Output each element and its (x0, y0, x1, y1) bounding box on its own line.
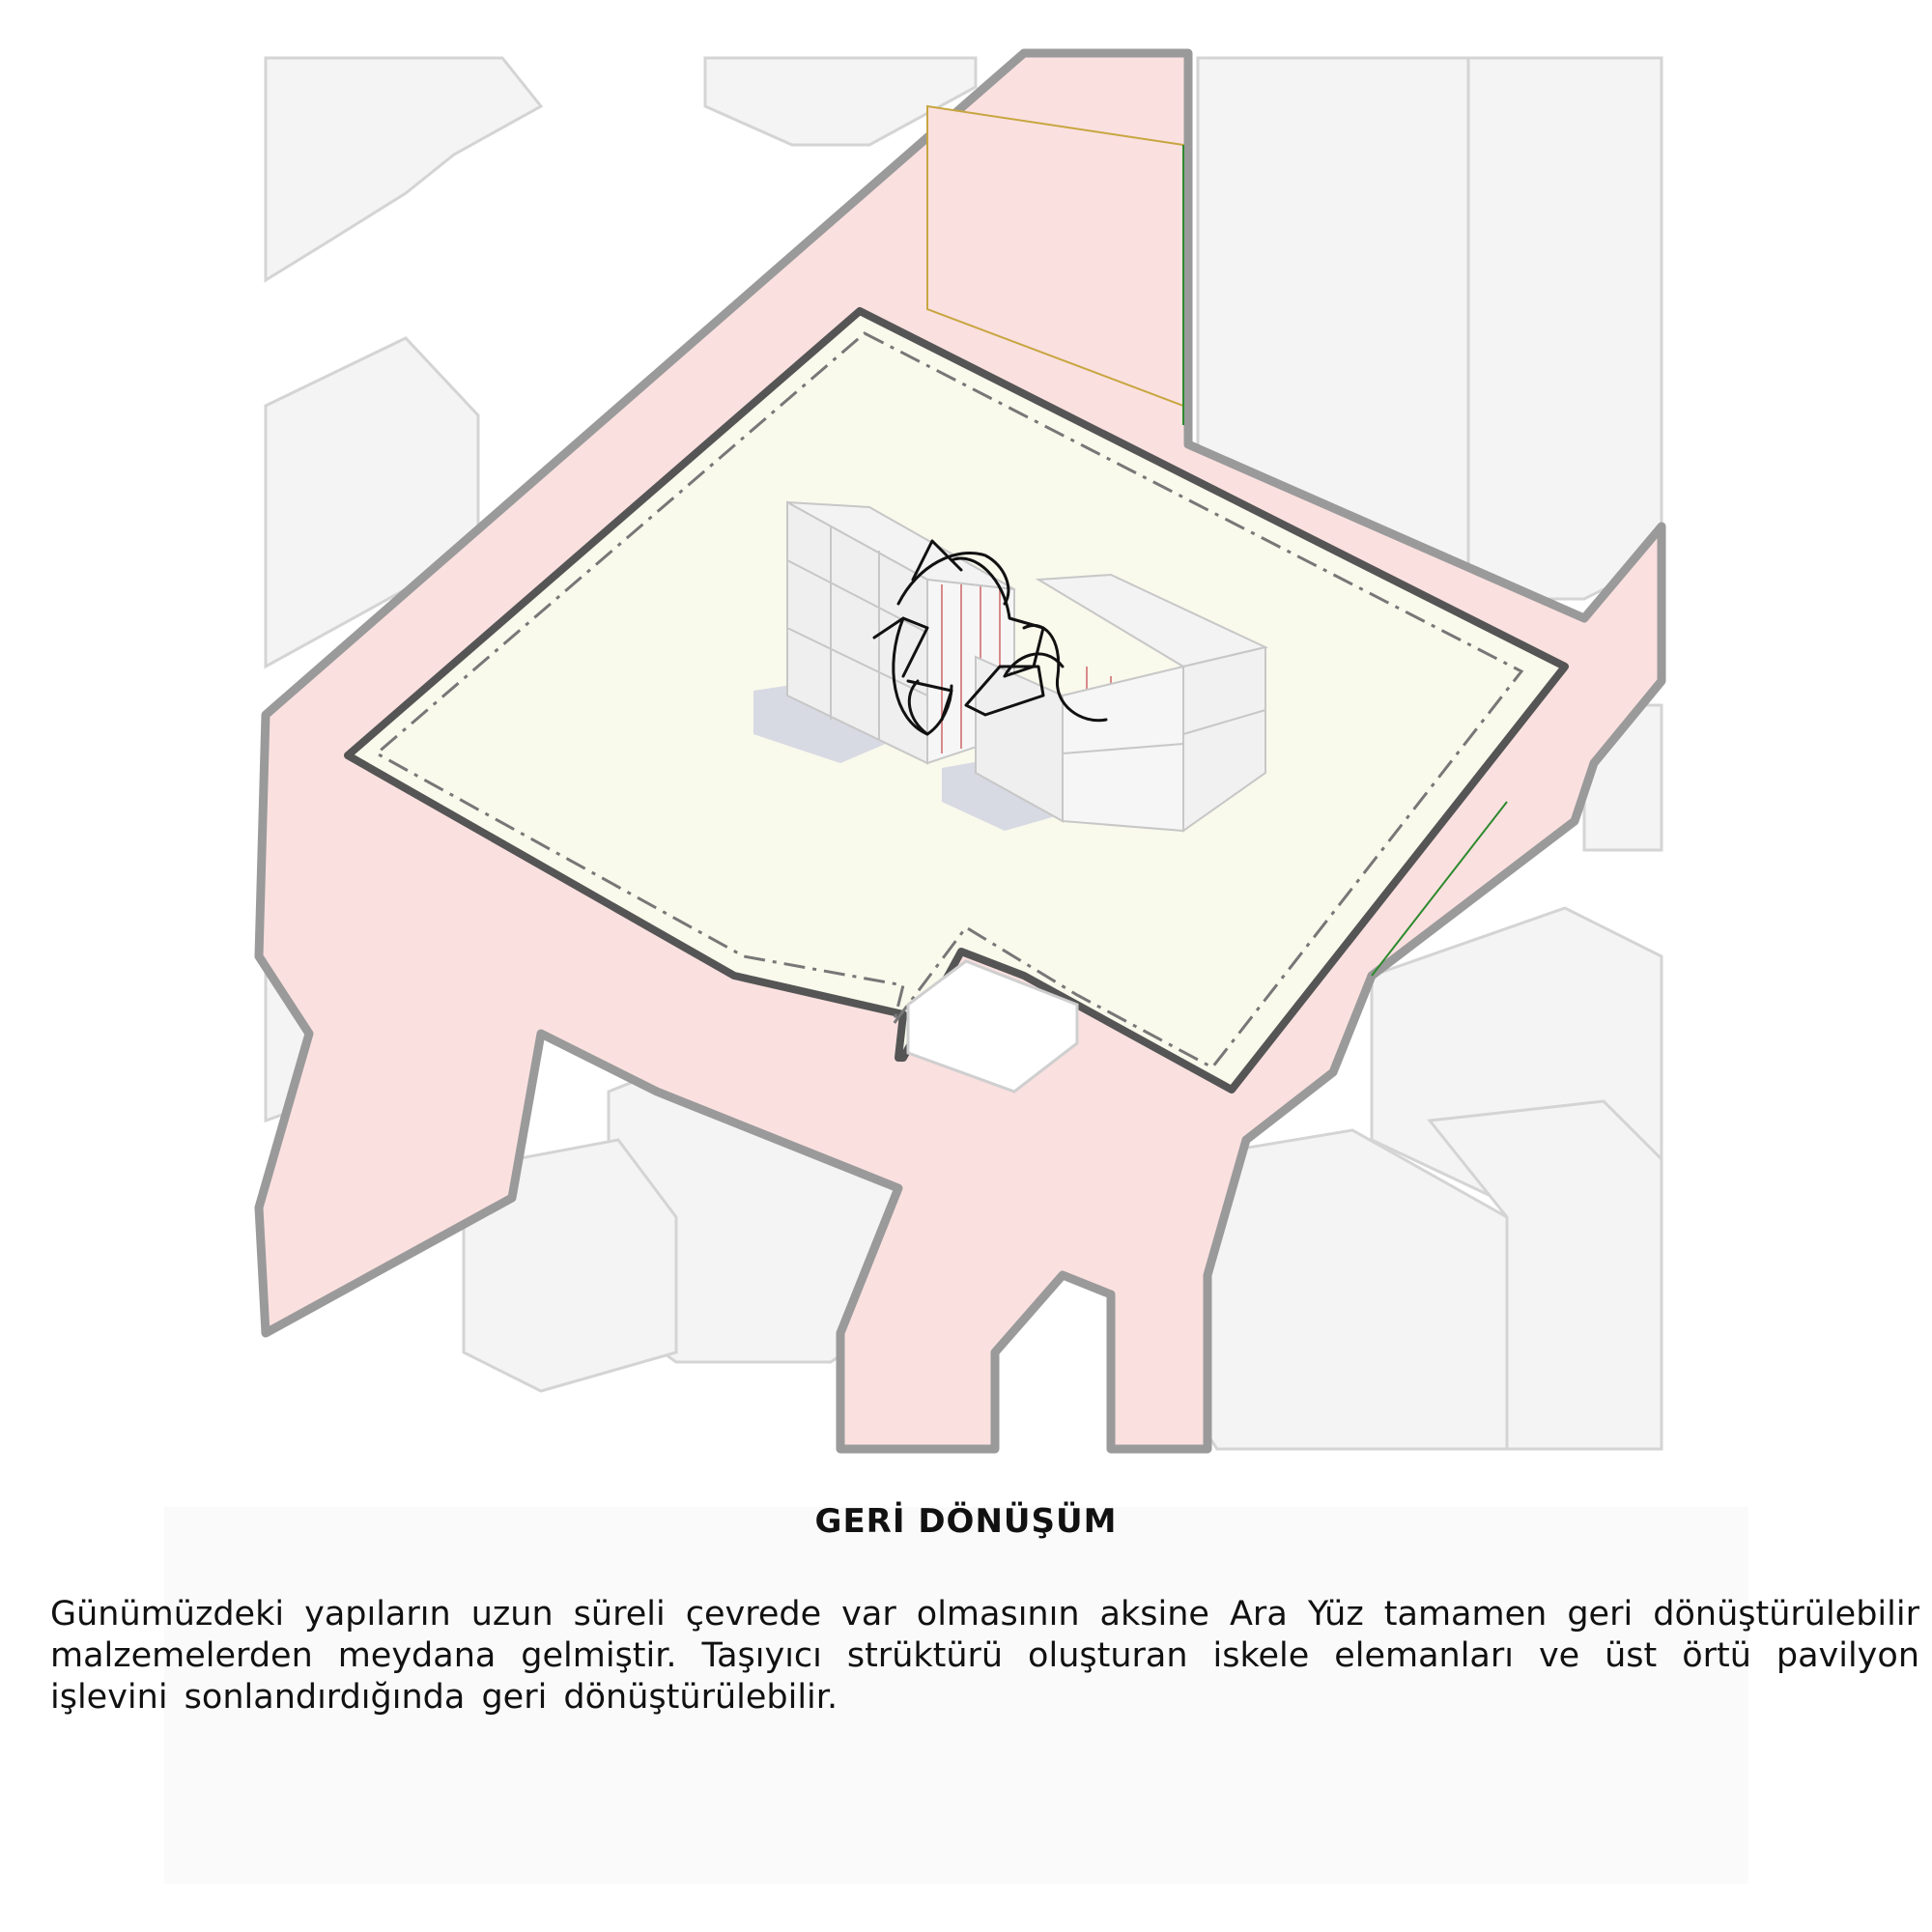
building-block (1468, 58, 1662, 599)
description-paragraph: Günümüzdeki yapıların uzun süreli çevrede var olmasının aksine Ara Yüz tamamen geri dönüştürülebilir malzemelerden meydana gelmiştir. Taşıyıcı strüktürü oluşturan iskele elemanları ve üst örtü pavilyon işlevini sonlandırdığında geri dönüştürülebilir. (50, 1595, 1919, 1717)
section-title: GERİ DÖNÜŞÜM (814, 1502, 1118, 1541)
building-block (266, 58, 541, 280)
